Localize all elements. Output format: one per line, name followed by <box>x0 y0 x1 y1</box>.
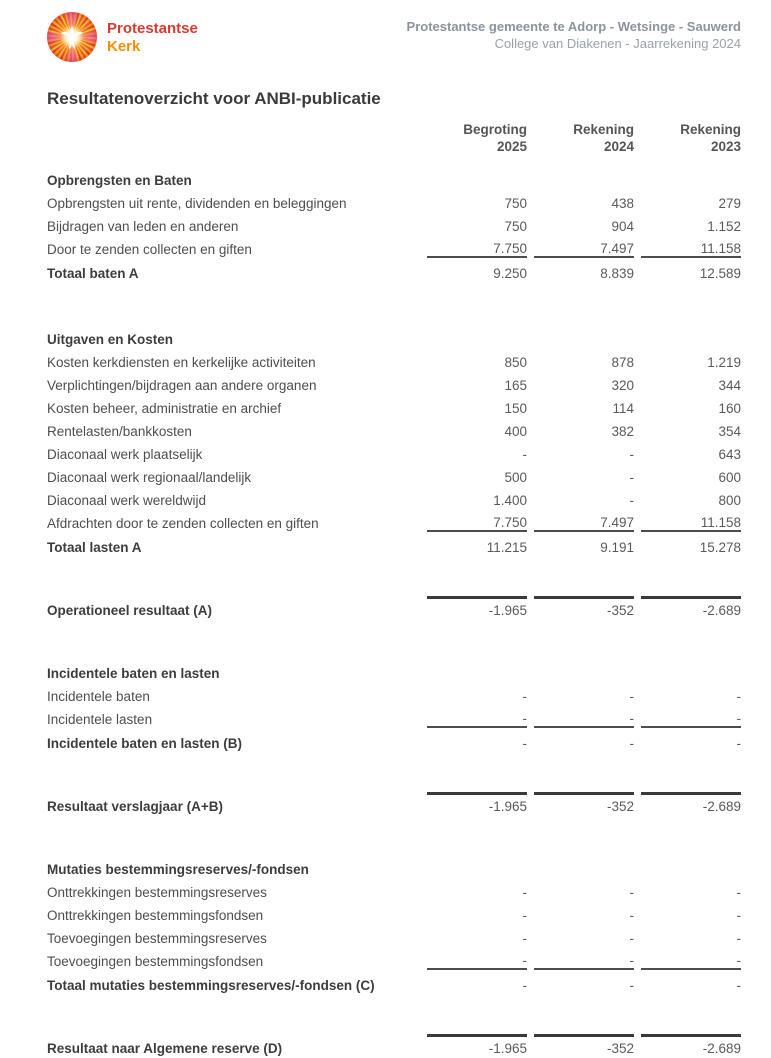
section-header-row <box>47 662 741 685</box>
row-value: 1.219 <box>707 355 741 370</box>
table-row <box>47 374 741 397</box>
table-row <box>47 443 741 466</box>
row-value: 12.589 <box>699 266 741 281</box>
row-value: - <box>522 908 527 923</box>
column-header-year: 2023 <box>710 139 741 154</box>
row-value: - <box>629 885 634 900</box>
row-value: -352 <box>534 1034 634 1056</box>
dove-icon <box>57 22 87 52</box>
table-row <box>47 535 741 560</box>
row-value: - <box>736 931 741 946</box>
row-value: - <box>629 470 634 485</box>
row-label: Incidentele baten <box>47 689 150 704</box>
row-value: - <box>629 689 634 704</box>
row-label: Incidentele baten en lasten (B) <box>47 736 243 751</box>
row-label: Incidentele baten en lasten <box>47 666 220 681</box>
row-value: 750 <box>504 196 527 211</box>
row-label: Totaal lasten A <box>47 540 142 555</box>
table-row <box>47 927 741 950</box>
table-row <box>47 215 741 238</box>
row-value: 7.497 <box>534 515 634 532</box>
section-header-row <box>47 858 741 881</box>
row-value: - <box>736 978 741 993</box>
row-value: - <box>534 953 634 970</box>
row-value: - <box>522 885 527 900</box>
brand-name-line2: Kerk <box>107 38 141 55</box>
row-value: 11.158 <box>641 515 741 532</box>
sunburst-dove-logo-icon <box>47 12 97 62</box>
row-label: Rentelasten/bankkosten <box>47 424 192 439</box>
row-value: 344 <box>718 378 741 393</box>
page-title: Resultatenoverzicht voor ANBI-publicatie <box>47 89 381 108</box>
row-label: Uitgaven en Kosten <box>47 332 174 347</box>
document-subtitle: College van Diakenen - Jaarrekening 2024 <box>494 36 741 51</box>
row-value: 320 <box>611 378 634 393</box>
table-row <box>47 351 741 374</box>
table-row <box>47 261 741 286</box>
column-header <box>641 121 741 155</box>
row-value: - <box>522 978 527 993</box>
row-value: 279 <box>718 196 741 211</box>
row-value: - <box>522 736 527 751</box>
row-value: 9.191 <box>600 540 634 555</box>
table-row <box>47 1026 741 1058</box>
table-row <box>47 708 741 731</box>
row-value: -1.965 <box>427 1034 527 1056</box>
table-row <box>47 731 741 756</box>
row-label: Operationeel resultaat (A) <box>47 603 213 618</box>
row-value: - <box>522 931 527 946</box>
table-row <box>47 489 741 512</box>
row-value: 438 <box>611 196 634 211</box>
row-label: Resultaat naar Algemene reserve (D) <box>47 1041 283 1056</box>
row-value: - <box>534 711 634 728</box>
row-value: 904 <box>611 219 634 234</box>
row-value: 800 <box>718 493 741 508</box>
table-row <box>47 397 741 420</box>
row-value: -2.689 <box>641 792 741 814</box>
row-value: - <box>629 978 634 993</box>
table-row <box>47 973 741 998</box>
column-header-year: 2024 <box>603 139 634 154</box>
row-label: Kosten kerkdiensten en kerkelijke activiteiten <box>47 355 316 370</box>
row-label: Toevoegingen bestemmingsreserves <box>47 931 267 946</box>
row-value: - <box>522 447 527 462</box>
row-label: Totaal mutaties bestemmingsreserves/-fondsen (C) <box>47 978 375 993</box>
table-row <box>47 512 741 535</box>
row-value: - <box>629 736 634 751</box>
row-value: 750 <box>504 219 527 234</box>
spacer-row <box>47 756 741 784</box>
row-label: Mutaties bestemmingsreserves/-fondsen <box>47 862 309 877</box>
row-value: 165 <box>504 378 527 393</box>
table-row <box>47 238 741 261</box>
row-label: Diaconaal werk plaatselijk <box>47 447 203 462</box>
row-label: Door te zenden collecten en giften <box>47 242 252 257</box>
row-value: 9.250 <box>493 266 527 281</box>
column-header <box>427 121 527 155</box>
row-value: 850 <box>504 355 527 370</box>
row-value: - <box>736 908 741 923</box>
table-row <box>47 685 741 708</box>
row-value: 500 <box>504 470 527 485</box>
row-value: -2.689 <box>641 596 741 618</box>
row-label: Incidentele lasten <box>47 712 153 727</box>
row-value: - <box>629 447 634 462</box>
row-value: 1.152 <box>707 219 741 234</box>
row-value: 382 <box>611 424 634 439</box>
row-label: Toevoegingen bestemmingsfondsen <box>47 954 264 969</box>
row-value: - <box>736 736 741 751</box>
row-value: 643 <box>718 447 741 462</box>
row-value: 400 <box>504 424 527 439</box>
row-value: 7.750 <box>427 241 527 258</box>
brand-name-line1: Protestantse <box>107 20 198 37</box>
row-label: Resultaat verslagjaar (A+B) <box>47 799 223 814</box>
row-value: 7.497 <box>534 241 634 258</box>
table-row <box>47 950 741 973</box>
column-header <box>534 121 634 155</box>
row-value: -352 <box>534 596 634 618</box>
spacer-row <box>47 560 741 588</box>
row-label: Opbrengsten en Baten <box>47 173 192 188</box>
row-label: Totaal baten A <box>47 266 139 281</box>
row-label: Onttrekkingen bestemmingsfondsen <box>47 908 264 923</box>
row-label: Afdrachten door te zenden collecten en giften <box>47 516 319 531</box>
row-label: Bijdragen van leden en anderen <box>47 219 239 234</box>
row-value: - <box>736 885 741 900</box>
report-table <box>47 121 741 1058</box>
row-value: -1.965 <box>427 596 527 618</box>
row-label: Kosten beheer, administratie en archief <box>47 401 282 416</box>
row-value: 11.215 <box>486 540 527 555</box>
spacer-row <box>47 998 741 1026</box>
row-value: 354 <box>718 424 741 439</box>
brand-wordmark <box>107 18 198 56</box>
row-label: Verplichtingen/bijdragen aan andere organen <box>47 378 317 393</box>
row-value: 150 <box>504 401 527 416</box>
row-value: 15.278 <box>699 540 741 555</box>
table-row <box>47 904 741 927</box>
document-header-right <box>407 12 741 52</box>
document-header <box>47 12 741 62</box>
organization-name: Protestantse gemeente te Adorp - Wetsinge - Sauwerd <box>406 19 741 34</box>
row-value: - <box>522 689 527 704</box>
spacer-row <box>47 816 741 844</box>
row-value: - <box>736 689 741 704</box>
spacer-row <box>47 286 741 314</box>
table-row <box>47 466 741 489</box>
table-row <box>47 784 741 816</box>
row-value: 7.750 <box>427 515 527 532</box>
row-value: 11.158 <box>641 241 741 258</box>
section-header-row <box>47 328 741 351</box>
brand-logo <box>47 12 198 62</box>
table-row <box>47 588 741 620</box>
row-value: - <box>427 711 527 728</box>
row-value: -2.689 <box>641 1034 741 1056</box>
row-value: 160 <box>718 401 741 416</box>
row-value: - <box>641 711 741 728</box>
column-headers <box>47 121 741 155</box>
row-value: - <box>641 953 741 970</box>
row-value: 8.839 <box>600 266 634 281</box>
row-value: 878 <box>611 355 634 370</box>
table-row <box>47 881 741 904</box>
column-header-label: Rekening <box>680 122 741 137</box>
row-label: Diaconaal werk regionaal/landelijk <box>47 470 252 485</box>
column-header-year: 2025 <box>496 139 527 154</box>
row-value: - <box>629 493 634 508</box>
row-value: -1.965 <box>427 792 527 814</box>
table-row <box>47 420 741 443</box>
row-value: -352 <box>534 792 634 814</box>
column-header-label: Begroting <box>463 122 527 137</box>
row-label: Onttrekkingen bestemmingsreserves <box>47 885 267 900</box>
row-value: - <box>427 953 527 970</box>
row-value: - <box>629 908 634 923</box>
table-row <box>47 192 741 215</box>
row-value: - <box>629 931 634 946</box>
row-label: Opbrengsten uit rente, dividenden en beleggingen <box>47 196 347 211</box>
section-header-row <box>47 169 741 192</box>
row-value: 114 <box>612 401 634 416</box>
row-value: 600 <box>718 470 741 485</box>
row-value: 1.400 <box>493 493 527 508</box>
column-header-label: Rekening <box>573 122 634 137</box>
spacer-row <box>47 620 741 648</box>
row-label: Diaconaal werk wereldwijd <box>47 493 207 508</box>
